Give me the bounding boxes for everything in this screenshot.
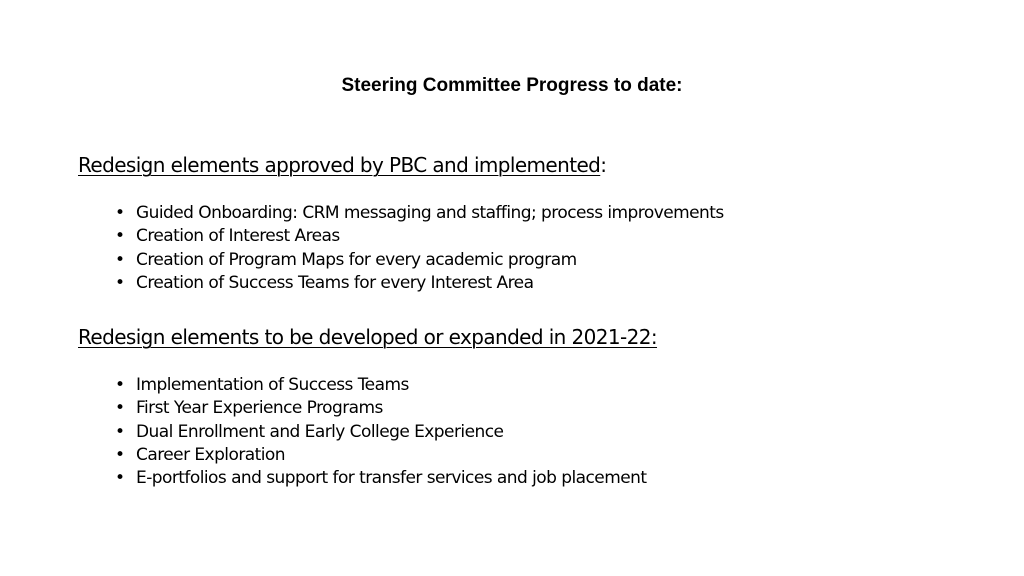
list-item-text: First Year Experience Programs xyxy=(136,398,383,419)
list-item-text: Dual Enrollment and Early College Experience xyxy=(136,421,504,442)
list-item xyxy=(115,225,724,248)
list-item-text: Career Exploration xyxy=(136,444,286,465)
list-item xyxy=(115,249,724,272)
list-item xyxy=(115,374,646,397)
section-heading-text: Redesign elements approved by PBC and implemented xyxy=(78,153,601,177)
list-item-text: Guided Onboarding: CRM messaging and staffing; process improvements xyxy=(136,203,724,223)
bullet-icon: • xyxy=(115,375,125,395)
list-item xyxy=(115,444,646,467)
bullet-icon: • xyxy=(115,398,125,419)
list-item-text: Creation of Program Maps for every academic program xyxy=(136,249,577,270)
section-heading-planned xyxy=(78,324,657,350)
list-item-text: Creation of Interest Areas xyxy=(136,226,340,247)
list-item xyxy=(115,397,646,420)
list-item xyxy=(115,421,646,444)
planned-list xyxy=(115,374,646,490)
list-item xyxy=(115,467,646,490)
bullet-icon: • xyxy=(115,203,125,223)
list-item-text: Creation of Success Teams for every Interest Area xyxy=(136,272,534,293)
bullet-icon: • xyxy=(115,226,125,247)
implemented-list xyxy=(115,202,724,295)
list-item xyxy=(115,272,724,295)
list-item-text: E-portfolios and support for transfer services and job placement xyxy=(136,468,647,489)
bullet-icon: • xyxy=(115,421,125,442)
bullet-icon: • xyxy=(115,444,125,465)
section-heading-implemented xyxy=(78,152,606,178)
list-item-text: Implementation of Success Teams xyxy=(136,375,409,395)
section-heading-text: Redesign elements to be developed or expanded in 2021-22: xyxy=(78,325,658,349)
bullet-icon: • xyxy=(115,272,125,293)
bullet-icon: • xyxy=(115,468,125,489)
bullet-icon: • xyxy=(115,249,125,270)
slide-title: Steering Committee Progress to date: xyxy=(341,75,683,96)
list-item xyxy=(115,202,724,225)
section-heading-suffix: : xyxy=(600,153,607,177)
